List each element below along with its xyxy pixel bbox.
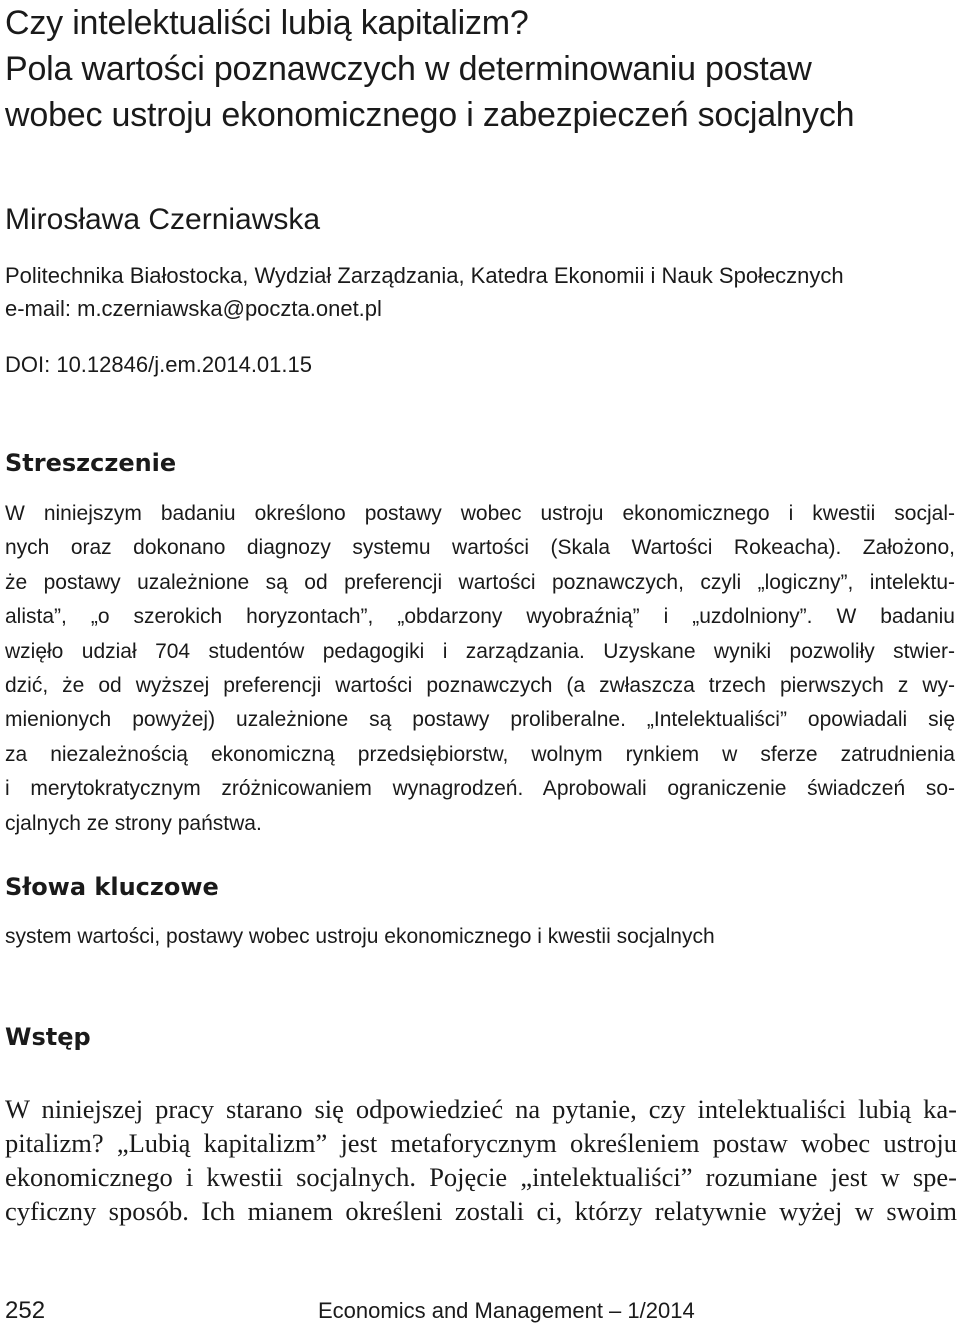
abstract-line: mienionych powyżej) uzależnione są postawy proliberalne. „Intelektualiści” opowiadali się xyxy=(5,708,955,732)
abstract-line: że postawy uzależnione są od preferencji wartości poznawczych, czyli „logiczny”, intelektu- xyxy=(5,570,955,594)
keywords-text: system wartości, postawy wobec ustroju ekonomicznego i kwestii socjalnych xyxy=(5,925,715,948)
author-affiliation: Politechnika Białostocka, Wydział Zarządzania, Katedra Ekonomii i Nauk Społecznych xyxy=(5,263,844,288)
abstract-line: nych oraz dokonano diagnozy systemu wartości (Skala Wartości Rokeacha). Założono, xyxy=(5,536,955,560)
abstract-line: cjalnych ze strony państwa. xyxy=(5,811,262,835)
abstract-line: dzić, że od wyższej preferencji wartości poznawczych (a zwłaszcza trzech pierwszych z wy- xyxy=(5,673,955,697)
introduction-heading: Wstęp xyxy=(5,1023,91,1051)
abstract-line: i merytokratycznym zróżnicowaniem wynagrodzeń. Aprobowali ograniczenie świadczeń so- xyxy=(5,777,955,801)
introduction-line: pitalizm? „Lubią kapitalizm” jest metaforycznym określeniem postaw wobec ustroju xyxy=(5,1128,957,1158)
abstract-body xyxy=(5,497,955,841)
doi: DOI: 10.12846/j.em.2014.01.15 xyxy=(5,352,312,377)
page-number: 252 xyxy=(5,1297,46,1324)
author-email: e-mail: m.czerniawska@poczta.onet.pl xyxy=(5,296,382,321)
abstract-line: alista”, „o szerokich horyzontach”, „obdarzony wyobraźnią” i „uzdolniony”. W badaniu xyxy=(5,605,955,629)
keywords-heading: Słowa kluczowe xyxy=(5,873,219,901)
introduction-line: ekonomicznego i kwestii socjalnych. Pojęcie „intelektualiści” rozumiane jest w spe- xyxy=(5,1162,957,1192)
introduction-line: cyficzny sposób. Ich mianem określeni zostali ci, którzy relatywnie wyżej w swoim xyxy=(5,1196,957,1226)
abstract-heading: Streszczenie xyxy=(5,449,177,477)
title-line: wobec ustroju ekonomicznego i zabezpieczeń socjalnych xyxy=(5,96,855,134)
abstract-line: za niezależnością ekonomiczną przedsiębiorstw, wolnym rynkiem w sferze zatrudnienia xyxy=(5,742,955,766)
title-line: Pola wartości poznawczych w determinowaniu postaw xyxy=(5,50,812,88)
abstract-line: wzięło udział 704 studentów pedagogiki i zarządzania. Uzyskane wyniki pozwoliły stwier- xyxy=(5,639,955,663)
abstract-line: W niniejszym badaniu określono postawy wobec ustroju ekonomicznego i kwestii socjal- xyxy=(5,502,955,525)
journal-footer: Economics and Management – 1/2014 xyxy=(318,1298,695,1323)
title-line: Czy intelektualiści lubią kapitalizm? xyxy=(5,4,529,42)
author-name: Mirosława Czerniawska xyxy=(5,203,321,236)
introduction-line: W niniejszej pracy starano się odpowiedzieć na pytanie, czy intelektualiści lubią ka- xyxy=(5,1094,957,1124)
article-title xyxy=(5,0,955,138)
introduction-body xyxy=(5,1092,957,1228)
